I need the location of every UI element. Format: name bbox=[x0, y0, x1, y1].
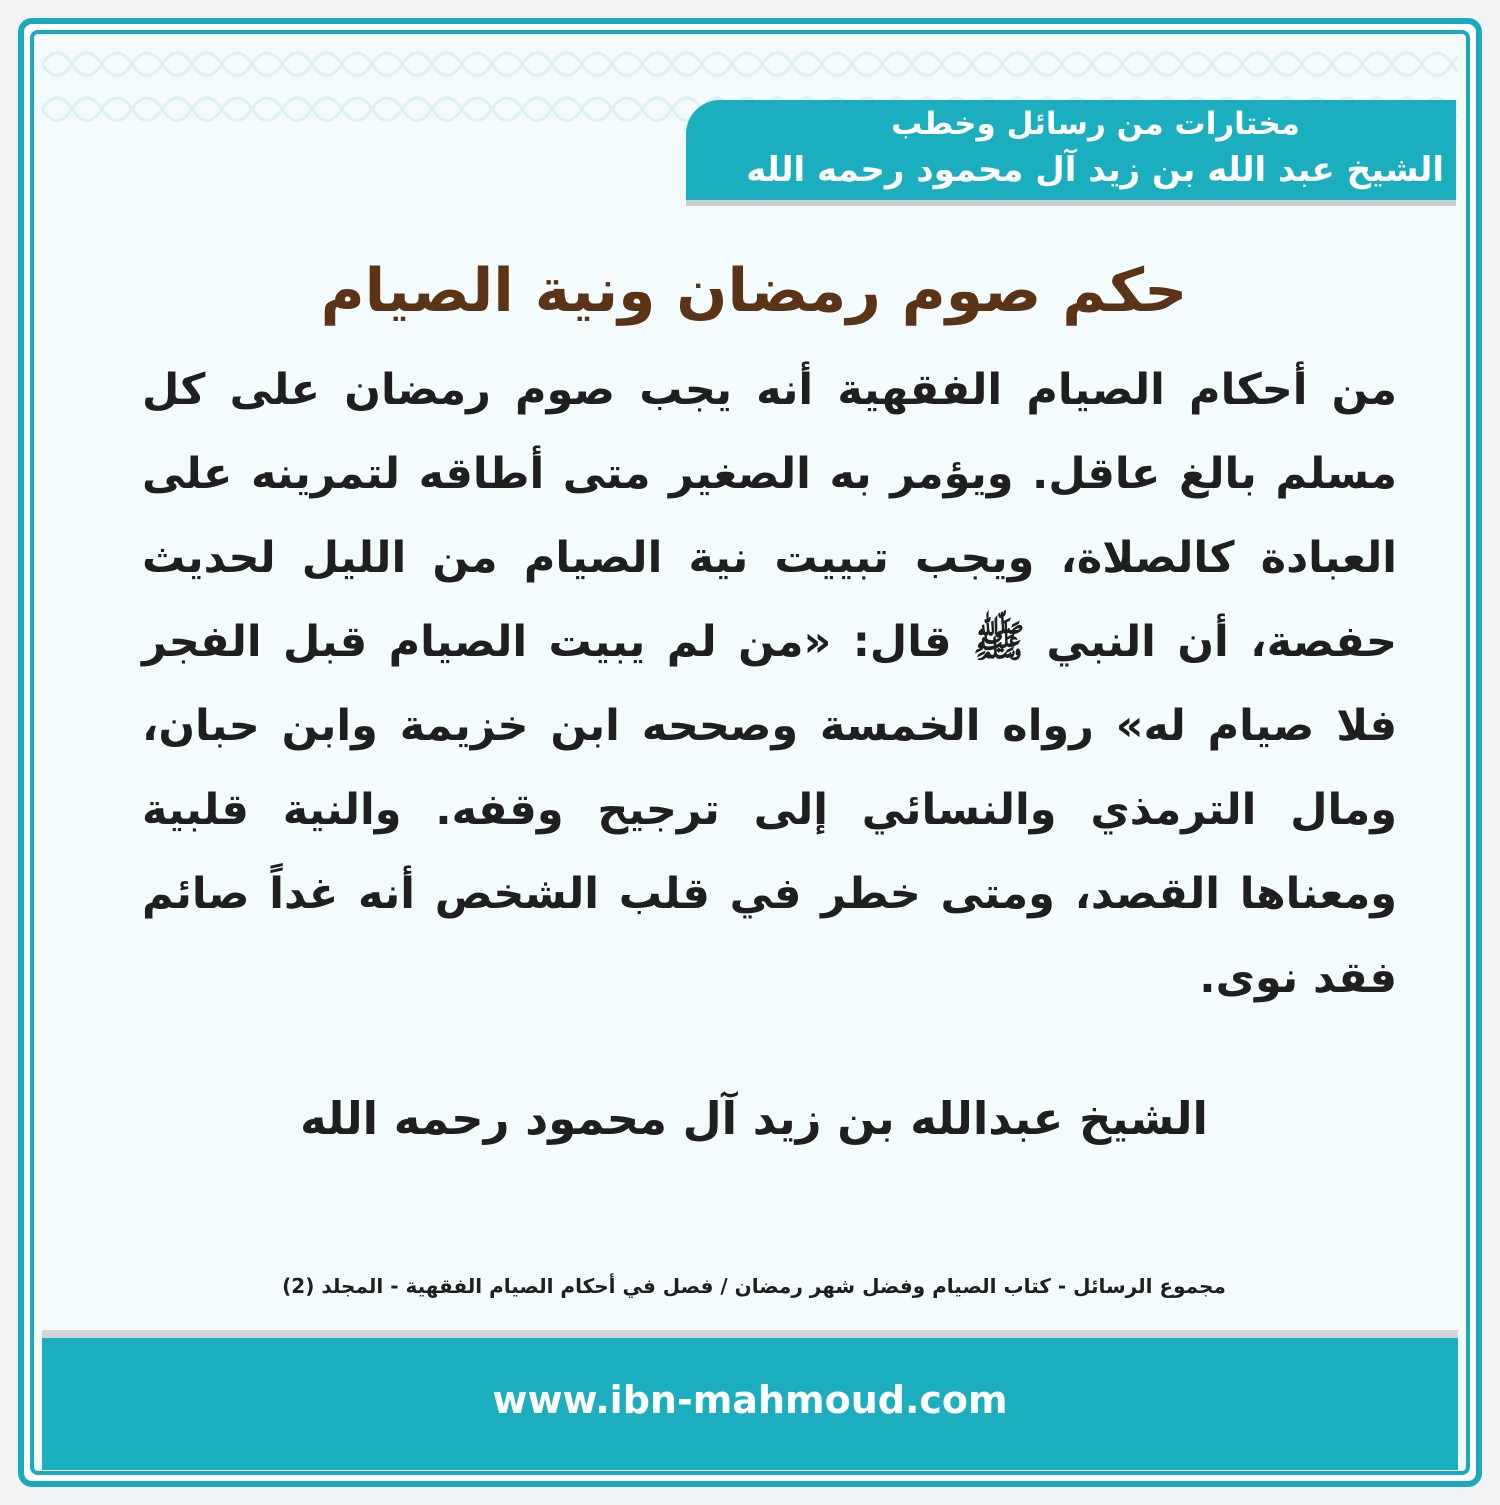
author-signature: الشيخ عبدالله بن زيد آل محمود رحمه الله bbox=[300, 1092, 1208, 1145]
source-reference: مجموع الرسائل - كتاب الصيام وفضل شهر رمضان / فصل في أحكام الصيام الفقهية - المجلد (2) bbox=[282, 1274, 1226, 1298]
header-author: الشيخ عبد الله بن زيد آل محمود رحمه الله bbox=[746, 150, 1444, 190]
header-banner bbox=[686, 100, 1456, 200]
header-subtitle: مختارات من رسائل وخطب bbox=[891, 106, 1300, 142]
card bbox=[30, 30, 1470, 1475]
page-title: حكم صوم رمضان ونية الصيام bbox=[320, 256, 1188, 326]
website-link[interactable]: www.ibn-mahmoud.com bbox=[492, 1378, 1008, 1422]
body-paragraph: من أحكام الصيام الفقهية أنه يجب صوم رمضان على كل مسلم بالغ عاقل. ويؤمر به الصغير متى أطاقه لتمرينه على العبادة كالصلاة، ويجب تبييت نية الصيام من الليل لحديث حفصة، أن النبي ﷺ قال: «من لم يبيت الصيام قبل الفجر فلا صيام له» رواه الخمسة وصححه ابن خزيمة وابن حبان، ومال الترمذي والنسائي إلى ترجيح وقفه. والنية قلبية ومعناها القصد، ومتى خطر في قلب الشخص أنه غداً صائم فقد نوى. bbox=[142, 365, 1397, 1003]
footer-bar bbox=[42, 1338, 1458, 1470]
footer-divider bbox=[42, 1330, 1458, 1338]
